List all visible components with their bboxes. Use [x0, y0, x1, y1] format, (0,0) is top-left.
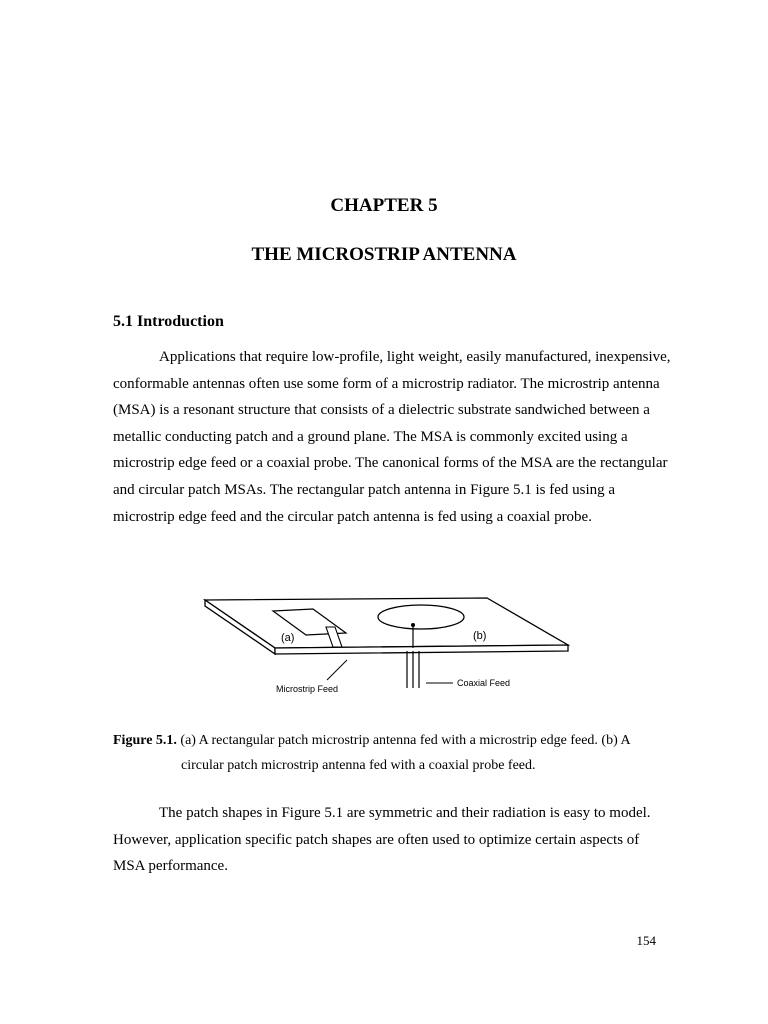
patch-shapes-paragraph: [113, 800, 673, 880]
caption-line-1: (a) A rectangular patch microstrip antenna fed with a microstrip edge feed. (b) A: [176, 733, 631, 748]
circular-patch: [378, 605, 464, 629]
microstrip-feed-leader: [327, 660, 347, 680]
intro-paragraph: [113, 344, 673, 530]
figure-microstrip-antennas: [195, 590, 575, 700]
caption-lead: Figure 5.1.: [113, 733, 177, 748]
microstrip-feed-label: Microstrip Feed: [276, 684, 339, 694]
figure-caption: [113, 729, 653, 778]
page-number: 154: [636, 933, 656, 948]
coaxial-feed-label: Coaxial Feed: [457, 678, 511, 688]
figure-label-b: (b): [473, 630, 487, 642]
section-heading: 5.1 Introduction: [113, 313, 224, 330]
chapter-label: CHAPTER 5: [330, 195, 438, 216]
patch-shapes-paragraph-text: The patch shapes in Figure 5.1 are symmetric and their radiation is easy to model. However, application specific patch shapes are often used to optimize certain aspects of MSA performance.: [113, 805, 651, 875]
caption-line-2: circular patch microstrip antenna fed with a coaxial probe feed.: [181, 757, 536, 773]
chapter-title: THE MICROSTRIP ANTENNA: [251, 244, 517, 265]
antenna-diagram: [195, 590, 575, 700]
intro-paragraph-text: Applications that require low-profile, light weight, easily manufactured, inexpensive, conformable antennas often use some form of a microstrip radiator. The microstrip antenna (MSA) is a resonant structure that consists of a dielectric substrate sandwiched between a metallic conducting patch and a ground plane. The MSA is commonly excited using a microstrip edge feed or a coaxial probe. The canonical forms of the MSA are the rectangular and circular patch MSAs. The rectangular patch antenna in Figure 5.1 is fed using a microstrip edge feed and the circular patch antenna is fed using a coaxial probe.: [113, 349, 671, 525]
figure-label-a: (a): [281, 632, 295, 644]
